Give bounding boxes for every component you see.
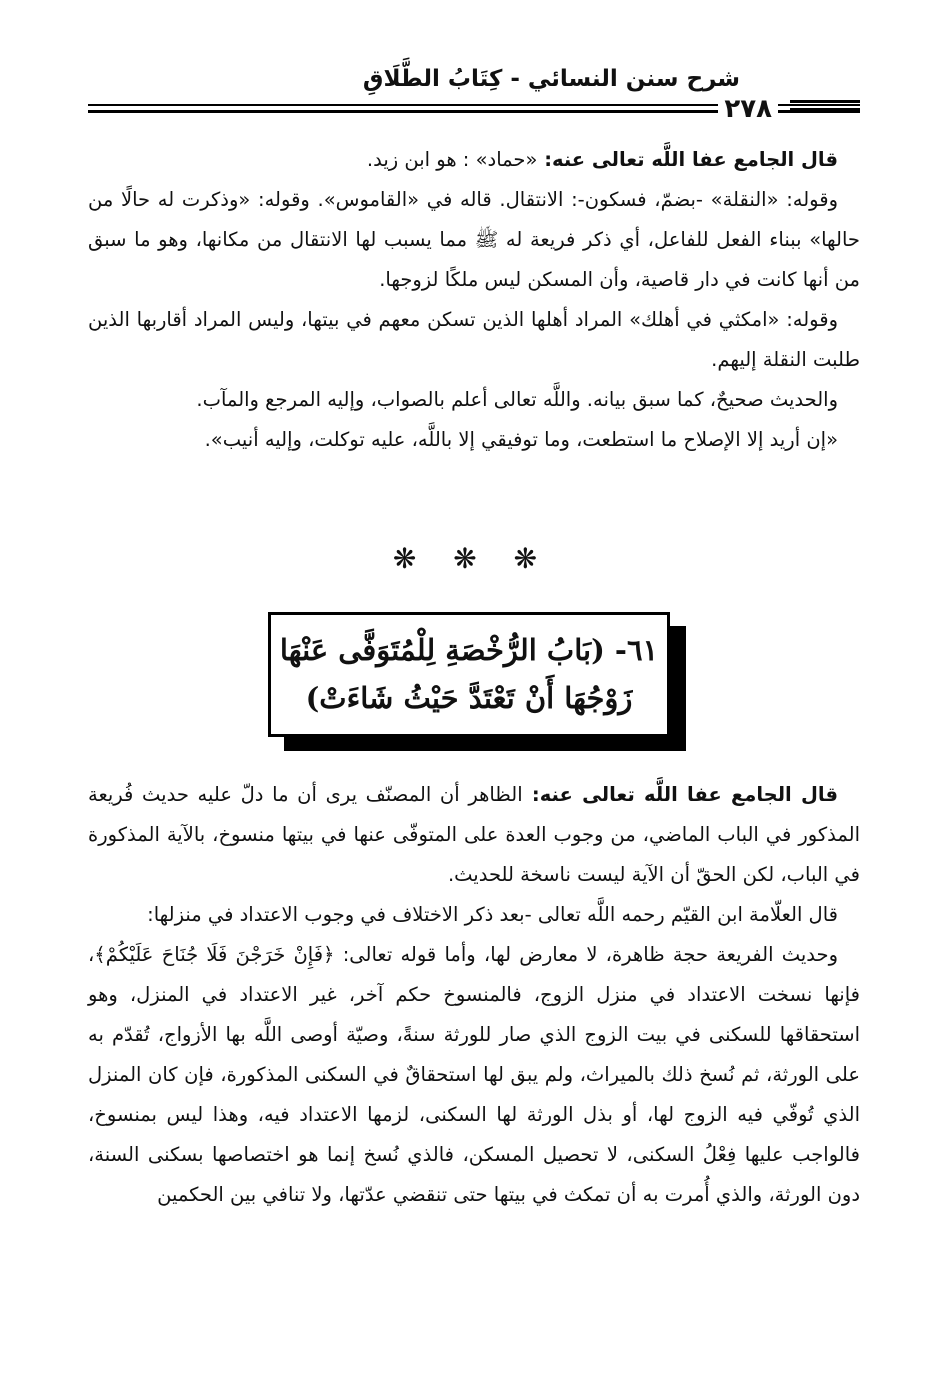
- chapter-heading-box: [268, 612, 670, 737]
- section-separator: ❋ ❋ ❋: [392, 542, 552, 575]
- page-header: [88, 60, 860, 130]
- paragraph-text: الظاهر أن المصنّف يرى أن ما دلّ عليه حديث فُريعة المذكور في الباب الماضي، من وجوب العدة على المتوفّى عنها في بيتها منسوخ، بالآية المذكورة في الباب، لكن الحقّ أن الآية ليست ناسخة للحديث.: [88, 783, 860, 886]
- bottom-text-block: [88, 775, 860, 1215]
- page-number: ٢٧٨: [718, 94, 778, 124]
- paragraph-lead: قال الجامع عفا اللَّه تعالى عنه:: [522, 783, 838, 806]
- paragraph-text: «حماد» : هو ابن زيد.: [366, 148, 538, 171]
- paragraph: [88, 140, 860, 180]
- page-number-bars: [790, 100, 860, 116]
- paragraph: «إن أريد إلا الإصلاح ما استطعت، وما توفيقي إلا باللَّه، عليه توكلت، وإليه أنيب».: [204, 428, 838, 451]
- running-title: شرح سنن النسائي - كِتَابُ الطَّلَاقِ: [362, 66, 740, 92]
- paragraph: وحديث الفريعة حجة ظاهرة، لا معارض لها، وأما قوله تعالى: ﴿فَإِنْ خَرَجْنَ فَلَا جُنَاحَ عَلَيْكُمْ﴾، فإنها نسخت الاعتداد في منزل الزوج، فالمنسوخ حكم آخر، غير الاعتداد في المنزل، وهو استحقاقها للسكنى في بيت الزوج الذي صار للورثة سنةً، وصيّة أوصى اللَّه بها الأزواج، تُقدّم به على الورثة، ثم نُسخ ذلك بالميراث، ولم يبق لها استحقاقٌ في السكنى المذكورة، فإن كان المنزل الذي تُوفّي فيه الزوج لها، أو بذل الورثة لها السكنى، لزمها الاعتداد فيه، وهذا ليس بمنسوخ، فالواجب عليها فِعْلُ السكنى، لا تحصيل المسكن، فالذي نُسخ إنما هو اختصاصها بسكنى السنة، دون الورثة، والذي أُمرت به أن تمكث في بيتها حتى تنقضي عدّتها، ولا تنافي بين الحكمين: [88, 943, 860, 1206]
- paragraph: وقوله: «النقلة» -بضمّ، فسكون-: الانتقال. قاله في «القاموس». وقوله: «وذكرت له حالًا من حالها» ببناء الفعل للفاعل، أي ذكر فريعة له ﷺ مما يسبب لها الانتقال من مكانها، وهو ما سبق من أنها كانت في دار قاصية، وأن المسكن ليس ملكًا لزوجها.: [88, 188, 860, 291]
- paragraph: والحديث صحيحٌ، كما سبق بيانه. واللَّه تعالى أعلم بالصواب، وإليه المرجع والمآب.: [196, 388, 838, 411]
- paragraph: [88, 775, 860, 895]
- top-text-block: [88, 140, 860, 460]
- chapter-heading-line1: ٦١- (بَابُ الرُّخْصَةِ لِلْمُتَوَفَّى عَنْهَا: [279, 633, 659, 667]
- paragraph-lead: قال الجامع عفا اللَّه تعالى عنه:: [537, 148, 838, 171]
- paragraph: قال العلّامة ابن القيّم رحمه اللَّه تعالى -بعد ذكر الاختلاف في وجوب الاعتداد في منزلها:: [147, 903, 838, 926]
- chapter-heading-line2: زَوْجُهَا أَنْ تَعْتَدَّ حَيْثُ شَاءَتْ): [305, 681, 633, 715]
- paragraph: وقوله: «امكثي في أهلك» المراد أهلها الذين تسكن معهم في بيتها، وليس المراد أقاربها الذين طلبت النقلة إليهم.: [88, 308, 860, 371]
